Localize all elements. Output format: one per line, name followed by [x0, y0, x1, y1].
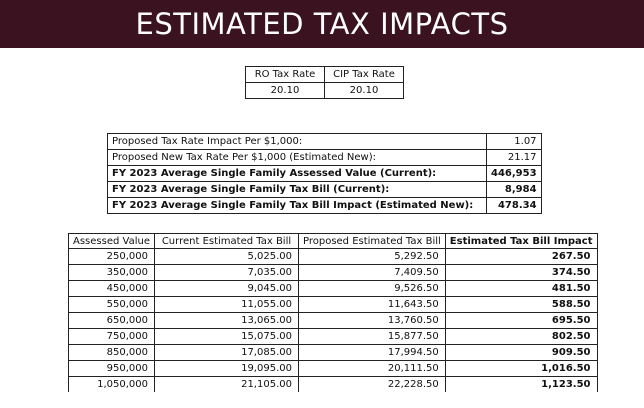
rate-value-row — [246, 83, 404, 99]
rate-header-row — [246, 67, 404, 83]
proposed-bill-header: Proposed Estimated Tax Bill — [298, 234, 445, 249]
proposed-bill-cell: 9,526.50 — [298, 281, 445, 297]
summary-row — [108, 166, 542, 182]
summary-label: FY 2023 Average Single Family Tax Bill Impact (Estimated New): — [108, 198, 487, 214]
summary-value: 446,953 — [487, 166, 542, 182]
tax-bill-header-row — [69, 234, 598, 249]
proposed-bill-cell: 15,877.50 — [298, 329, 445, 345]
summary-row — [108, 198, 542, 214]
current-bill-cell: 11,055.00 — [154, 297, 298, 313]
impact-cell: 802.50 — [445, 329, 597, 345]
tax-bill-table — [68, 233, 598, 392]
assessed-value-cell: 750,000 — [69, 329, 155, 345]
impact-cell: 909.50 — [445, 345, 597, 361]
page-title: ESTIMATED TAX IMPACTS — [135, 7, 509, 41]
proposed-bill-cell: 17,994.50 — [298, 345, 445, 361]
summary-label: FY 2023 Average Single Family Tax Bill (Current): — [108, 182, 487, 198]
ro-tax-rate-header: RO Tax Rate — [246, 67, 325, 83]
current-bill-cell: 9,045.00 — [154, 281, 298, 297]
proposed-bill-cell: 7,409.50 — [298, 265, 445, 281]
assessed-value-cell: 350,000 — [69, 265, 155, 281]
proposed-bill-cell: 20,111.50 — [298, 361, 445, 377]
proposed-bill-cell: 11,643.50 — [298, 297, 445, 313]
impact-cell: 267.50 — [445, 249, 597, 265]
ro-tax-rate-value: 20.10 — [246, 83, 325, 99]
summary-value: 1.07 — [487, 134, 542, 150]
impact-cell: 695.50 — [445, 313, 597, 329]
impact-cell: 374.50 — [445, 265, 597, 281]
table-row — [69, 265, 598, 281]
summary-row — [108, 182, 542, 198]
cip-tax-rate-value: 20.10 — [325, 83, 404, 99]
summary-table — [107, 133, 542, 214]
current-bill-header: Current Estimated Tax Bill — [154, 234, 298, 249]
impact-cell: 1,016.50 — [445, 361, 597, 377]
current-bill-cell: 15,075.00 — [154, 329, 298, 345]
assessed-value-header: Assessed Value — [69, 234, 155, 249]
table-row — [69, 361, 598, 377]
table-row — [69, 249, 598, 265]
current-bill-cell: 13,065.00 — [154, 313, 298, 329]
summary-row — [108, 150, 542, 166]
summary-label: Proposed Tax Rate Impact Per $1,000: — [108, 134, 487, 150]
assessed-value-cell: 650,000 — [69, 313, 155, 329]
impact-cell: 481.50 — [445, 281, 597, 297]
impact-header: Estimated Tax Bill Impact — [445, 234, 597, 249]
summary-value: 478.34 — [487, 198, 542, 214]
summary-label: FY 2023 Average Single Family Assessed Value (Current): — [108, 166, 487, 182]
table-row — [69, 377, 598, 393]
proposed-bill-cell: 13,760.50 — [298, 313, 445, 329]
cip-tax-rate-header: CIP Tax Rate — [325, 67, 404, 83]
assessed-value-cell: 1,050,000 — [69, 377, 155, 393]
proposed-bill-cell: 22,228.50 — [298, 377, 445, 393]
impact-cell: 588.50 — [445, 297, 597, 313]
assessed-value-cell: 250,000 — [69, 249, 155, 265]
summary-label: Proposed New Tax Rate Per $1,000 (Estimated New): — [108, 150, 487, 166]
tax-rate-table — [245, 66, 404, 99]
current-bill-cell: 21,105.00 — [154, 377, 298, 393]
assessed-value-cell: 450,000 — [69, 281, 155, 297]
table-row — [69, 313, 598, 329]
current-bill-cell: 5,025.00 — [154, 249, 298, 265]
assessed-value-cell: 950,000 — [69, 361, 155, 377]
proposed-bill-cell: 5,292.50 — [298, 249, 445, 265]
table-row — [69, 297, 598, 313]
assessed-value-cell: 550,000 — [69, 297, 155, 313]
current-bill-cell: 17,085.00 — [154, 345, 298, 361]
current-bill-cell: 19,095.00 — [154, 361, 298, 377]
table-row — [69, 329, 598, 345]
impact-cell: 1,123.50 — [445, 377, 597, 393]
summary-value: 8,984 — [487, 182, 542, 198]
current-bill-cell: 7,035.00 — [154, 265, 298, 281]
table-row — [69, 345, 598, 361]
assessed-value-cell: 850,000 — [69, 345, 155, 361]
title-banner — [0, 0, 644, 48]
summary-value: 21.17 — [487, 150, 542, 166]
summary-row — [108, 134, 542, 150]
table-row — [69, 281, 598, 297]
